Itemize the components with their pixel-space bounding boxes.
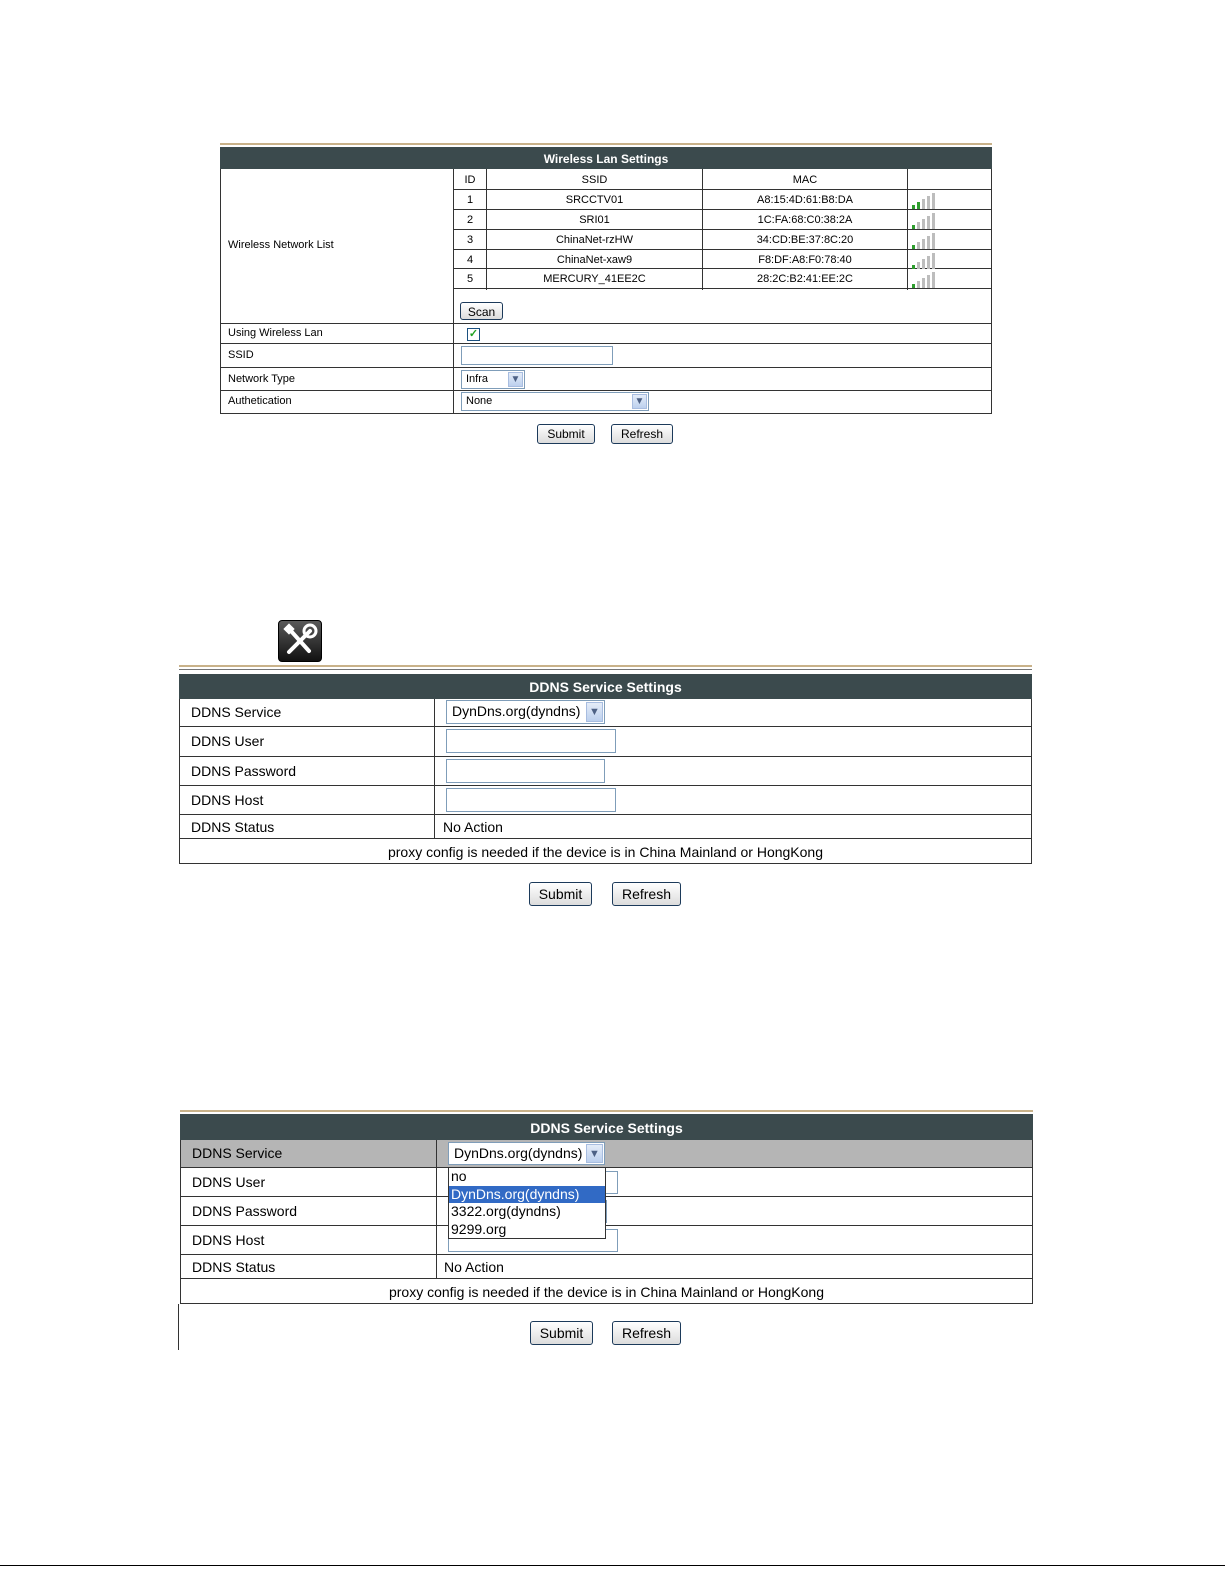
network-id: 4	[466, 254, 474, 266]
wireless-refresh-button[interactable]: Refresh	[611, 424, 673, 444]
ddns-password-row	[180, 756, 1031, 786]
ddns-service-label: DDNS Service	[192, 1145, 283, 1161]
network-id: 3	[466, 234, 474, 246]
ddns-panel-title: DDNS Service Settings	[180, 1114, 1033, 1140]
network-id: 5	[466, 273, 474, 285]
network-id: 2	[466, 214, 474, 226]
ddns-service-label: DDNS Service	[191, 704, 282, 720]
using-wireless-checkbox[interactable]: ✓	[468, 328, 479, 340]
ddns-refresh-button[interactable]: Refresh	[612, 1321, 681, 1345]
ddns-status-value: No Action	[443, 819, 503, 835]
network-row[interactable]	[454, 190, 991, 209]
page-footer-rule	[0, 1565, 1225, 1566]
ddns-status-label: DDNS Status	[191, 819, 275, 835]
wireless-panel-body	[220, 169, 992, 414]
network-ssid: MERCURY_41EE2C	[543, 273, 646, 285]
network-row[interactable]	[454, 230, 991, 249]
authentication-value: None	[466, 395, 493, 407]
signal-strength-icon	[912, 272, 948, 288]
ddns-panel-dropdown	[180, 1110, 1033, 1350]
ddns-service-dropdown-list[interactable]	[448, 1167, 606, 1239]
network-row[interactable]	[454, 250, 991, 269]
ddns-host-row	[181, 1225, 1032, 1255]
network-mac: 34:CD:BE:37:8C:20	[756, 234, 854, 246]
ddns-password-label: DDNS Password	[192, 1203, 298, 1219]
ddns-password-row	[181, 1196, 1032, 1226]
dropdown-option-selected[interactable]: DynDns.org(dyndns)	[449, 1186, 605, 1204]
ddns-submit-button[interactable]: Submit	[530, 1321, 593, 1345]
authentication-row	[221, 390, 991, 413]
ddns-host-label: DDNS Host	[192, 1232, 265, 1248]
col-ssid-header: SSID	[581, 174, 608, 186]
network-id: 1	[466, 194, 474, 206]
dropdown-option[interactable]: no	[451, 1168, 467, 1184]
ddns-refresh-button[interactable]: Refresh	[612, 882, 681, 906]
ddns-service-select[interactable]	[446, 700, 605, 724]
col-mac-header: MAC	[792, 174, 818, 186]
ddns-status-row	[181, 1254, 1032, 1279]
wireless-lan-panel	[220, 143, 992, 413]
signal-strength-icon	[912, 213, 948, 229]
wireless-submit-button[interactable]: Submit	[537, 424, 595, 444]
network-mac: F8:DF:A8:F0:78:40	[758, 254, 852, 266]
network-type-select[interactable]	[461, 370, 525, 389]
ddns-panel-title: DDNS Service Settings	[179, 674, 1032, 699]
authentication-label: Authetication	[228, 395, 292, 407]
proxy-note: proxy config is needed if the device is in China Mainland or HongKong	[388, 1284, 825, 1300]
ddns-user-row	[181, 1167, 1032, 1197]
ddns-service-row	[180, 699, 1031, 726]
ddns-password-label: DDNS Password	[191, 763, 297, 779]
network-row[interactable]	[454, 210, 991, 229]
using-wireless-row	[221, 323, 991, 343]
ddns-panel-body	[180, 1140, 1033, 1304]
ddns-service-select[interactable]	[448, 1142, 605, 1165]
authentication-select[interactable]	[461, 392, 649, 411]
network-type-label: Network Type	[228, 373, 296, 385]
wrench-screwdriver-icon	[278, 620, 322, 662]
col-id-header: ID	[464, 174, 476, 186]
scan-button[interactable]: Scan	[460, 302, 503, 320]
ddns-user-input[interactable]	[446, 729, 616, 753]
ddns-note-row	[180, 838, 1031, 864]
wireless-network-list-label: Wireless Network List	[228, 239, 334, 251]
network-mac: 28:2C:B2:41:EE:2C	[756, 273, 853, 285]
ddns-host-input[interactable]	[446, 788, 616, 812]
ddns-user-label: DDNS User	[191, 733, 265, 749]
signal-strength-icon	[912, 233, 948, 249]
ddns-note-row	[181, 1278, 1032, 1304]
using-wireless-label: Using Wireless Lan	[228, 327, 323, 339]
network-mac: A8:15:4D:61:B8:DA	[756, 194, 853, 206]
chevron-down-icon[interactable]: ▼	[586, 1144, 603, 1163]
ddns-service-row	[181, 1140, 1032, 1167]
network-ssid: ChinaNet-rzHW	[555, 234, 633, 246]
ddns-panel	[179, 665, 1032, 865]
ddns-status-value: No Action	[444, 1259, 504, 1275]
ddns-service-value: DynDns.org(dyndns)	[452, 703, 581, 719]
chevron-down-icon[interactable]: ▼	[508, 372, 523, 387]
ssid-input[interactable]	[461, 346, 613, 365]
ssid-row	[221, 343, 991, 367]
chevron-down-icon[interactable]: ▼	[586, 702, 603, 722]
ddns-submit-button[interactable]: Submit	[529, 882, 592, 906]
network-ssid: SRCCTV01	[565, 194, 624, 206]
network-type-value: Infra	[466, 373, 489, 385]
ddns-host-label: DDNS Host	[191, 792, 264, 808]
dropdown-option[interactable]: 3322.org(dyndns)	[451, 1203, 561, 1219]
network-row[interactable]	[454, 269, 991, 288]
wireless-panel-title: Wireless Lan Settings	[220, 147, 992, 169]
signal-strength-icon	[912, 193, 948, 209]
ddns-user-label: DDNS User	[192, 1174, 266, 1190]
proxy-note: proxy config is needed if the device is in China Mainland or HongKong	[387, 844, 824, 860]
ddns-user-row	[180, 726, 1031, 756]
network-ssid: SRI01	[579, 214, 610, 226]
dropdown-option[interactable]: 9299.org	[451, 1220, 507, 1237]
ddns-password-input[interactable]	[446, 759, 605, 783]
network-table-header	[454, 170, 991, 189]
network-mac: 1C:FA:68:C0:38:2A	[757, 214, 853, 226]
ddns-service-value: DynDns.org(dyndns)	[454, 1145, 583, 1161]
ddns-host-row	[180, 785, 1031, 815]
chevron-down-icon[interactable]: ▼	[632, 394, 647, 409]
ddns-panel-body	[179, 699, 1032, 864]
signal-strength-icon	[912, 253, 948, 269]
ddns-status-row	[180, 814, 1031, 839]
network-type-row	[221, 367, 991, 390]
network-ssid: ChinaNet-xaw9	[556, 254, 633, 266]
ddns-status-label: DDNS Status	[192, 1259, 276, 1275]
ssid-label: SSID	[228, 349, 254, 361]
